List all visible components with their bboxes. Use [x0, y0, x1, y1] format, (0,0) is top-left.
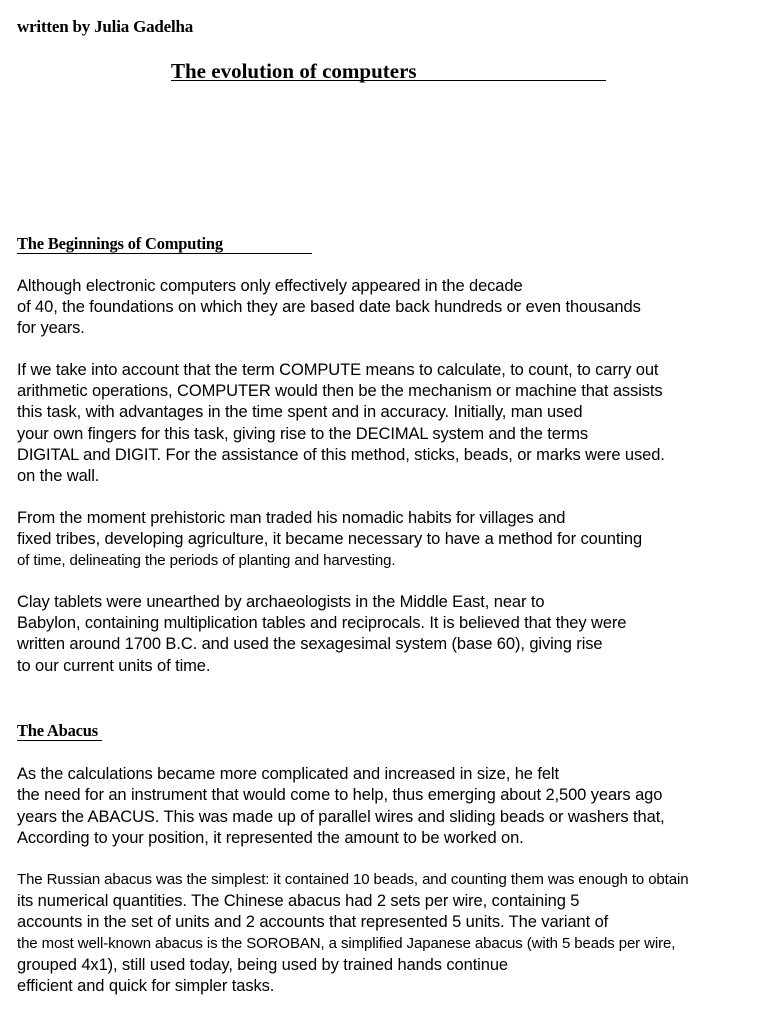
- section-heading-abacus: The Abacus: [17, 721, 98, 740]
- paragraph-line: of time, delineating the periods of planting and harvesting.: [17, 552, 396, 569]
- document-title: The evolution of computers: [171, 59, 417, 83]
- paragraph-line: the need for an instrument that would come to help, thus emerging about 2,500 years ago: [17, 786, 663, 804]
- paragraph-line: years the ABACUS. This was made up of parallel wires and sliding beads or washers that,: [17, 808, 665, 826]
- paragraph-line: your own fingers for this task, giving rise to the DECIMAL system and the terms: [17, 425, 589, 443]
- paragraph-line: Although electronic computers only effectively appeared in the decade: [17, 277, 523, 295]
- paragraph-line: From the moment prehistoric man traded his nomadic habits for villages and: [17, 509, 566, 527]
- section-heading-underline: [17, 253, 312, 254]
- paragraph-line: of 40, the foundations on which they are based date back hundreds or even thousands: [17, 298, 641, 316]
- paragraph-line: its numerical quantities. The Chinese abacus had 2 sets per wire, containing 5: [17, 892, 580, 910]
- paragraph-line: written around 1700 B.C. and used the sexagesimal system (base 60), giving rise: [17, 635, 603, 653]
- title-underline: [171, 80, 606, 81]
- paragraph-line: Clay tablets were unearthed by archaeologists in the Middle East, near to: [17, 593, 545, 611]
- paragraph-line: As the calculations became more complicated and increased in size, he felt: [17, 765, 559, 783]
- section-heading-beginnings: The Beginnings of Computing: [17, 234, 223, 253]
- paragraph-line: on the wall.: [17, 467, 100, 485]
- paragraph-line: The Russian abacus was the simplest: it contained 10 beads, and counting them was enough to obtain: [17, 871, 689, 888]
- section-heading-underline: [17, 740, 102, 741]
- author-byline: written by Julia Gadelha: [17, 17, 194, 36]
- paragraph-line: accounts in the set of units and 2 accounts that represented 5 units. The variant of: [17, 913, 609, 931]
- paragraph-line: arithmetic operations, COMPUTER would then be the mechanism or machine that assists: [17, 382, 663, 400]
- paragraph-line: Babylon, containing multiplication tables and reciprocals. It is believed that they were: [17, 614, 627, 632]
- paragraph-line: grouped 4x1), still used today, being used by trained hands continue: [17, 956, 508, 974]
- paragraph-line: efficient and quick for simpler tasks.: [17, 977, 275, 995]
- paragraph-line: fixed tribes, developing agriculture, it became necessary to have a method for counting: [17, 530, 643, 548]
- paragraph-line: to our current units of time.: [17, 657, 211, 675]
- paragraph-line: the most well-known abacus is the SOROBAN, a simplified Japanese abacus (with 5 beads per wire,: [17, 935, 676, 952]
- paragraph-line: this task, with advantages in the time spent and in accuracy. Initially, man used: [17, 403, 583, 421]
- paragraph-line: DIGITAL and DIGIT. For the assistance of this method, sticks, beads, or marks were used.: [17, 446, 665, 464]
- paragraph-line: If we take into account that the term COMPUTE means to calculate, to count, to carry out: [17, 361, 659, 379]
- paragraph-line: for years.: [17, 319, 85, 337]
- paragraph-line: According to your position, it represented the amount to be worked on.: [17, 829, 524, 847]
